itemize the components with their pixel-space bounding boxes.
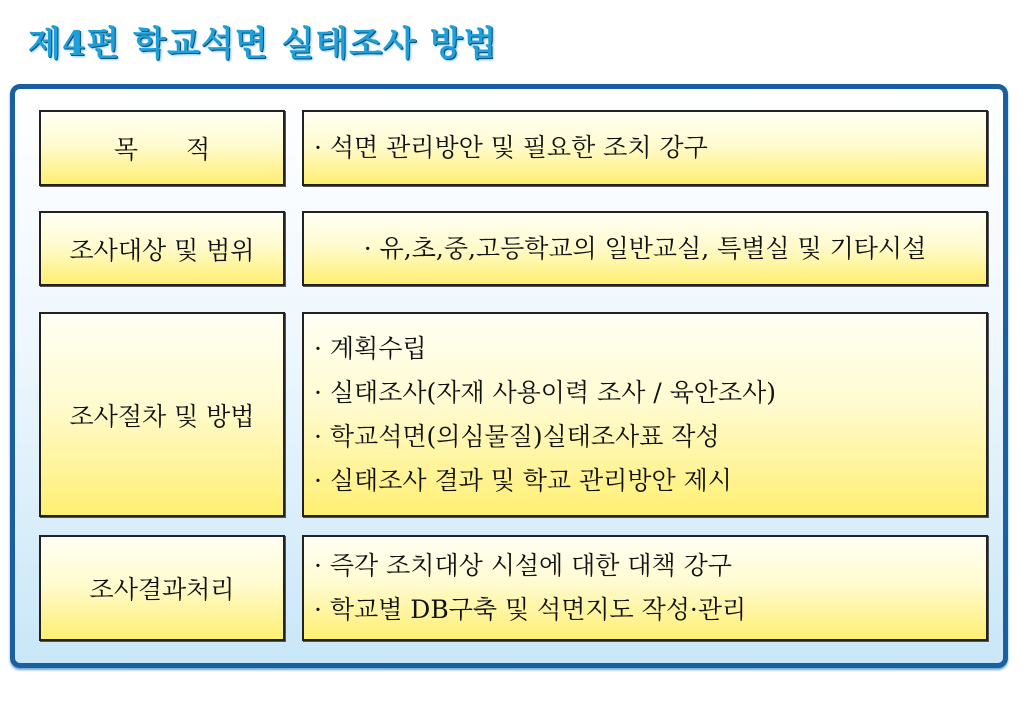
row-label-purpose bbox=[39, 110, 285, 186]
row-content-purpose bbox=[302, 110, 988, 186]
row-label-text: 조사결과처리 bbox=[89, 575, 235, 604]
content-line: · 석면 관리방안 및 필요한 조치 강구 bbox=[314, 133, 708, 162]
content-line: · 학교별 DB구축 및 석면지도 작성·관리 bbox=[314, 595, 747, 624]
row-label-procedure bbox=[39, 312, 285, 517]
content-line: · 실태조사(자재 사용이력 조사 / 육안조사) bbox=[314, 377, 777, 407]
content-line: · 실태조사 결과 및 학교 관리방안 제시 bbox=[314, 465, 732, 495]
row-label-text: 조사절차 및 방법 bbox=[69, 401, 255, 431]
slide-title: 제4편 학교석면 실태조사 방법 bbox=[28, 24, 498, 64]
row-label-scope bbox=[39, 211, 285, 286]
row-label-text: 목 적 bbox=[113, 135, 211, 164]
content-line: · 즉각 조치대상 시설에 대한 대책 강구 bbox=[314, 551, 732, 580]
content-line: · 학교석면(의심물질)실태조사표 작성 bbox=[314, 421, 720, 451]
row-content-procedure bbox=[302, 312, 988, 517]
row-content-result bbox=[302, 535, 988, 641]
content-line: · 계획수립 bbox=[314, 333, 427, 363]
content-line: · 유,초,중,고등학교의 일반교실, 특별실 및 기타시설 bbox=[363, 233, 927, 263]
row-content-scope bbox=[302, 211, 988, 286]
row-label-text: 조사대상 및 범위 bbox=[69, 235, 255, 265]
row-label-result bbox=[39, 535, 285, 641]
